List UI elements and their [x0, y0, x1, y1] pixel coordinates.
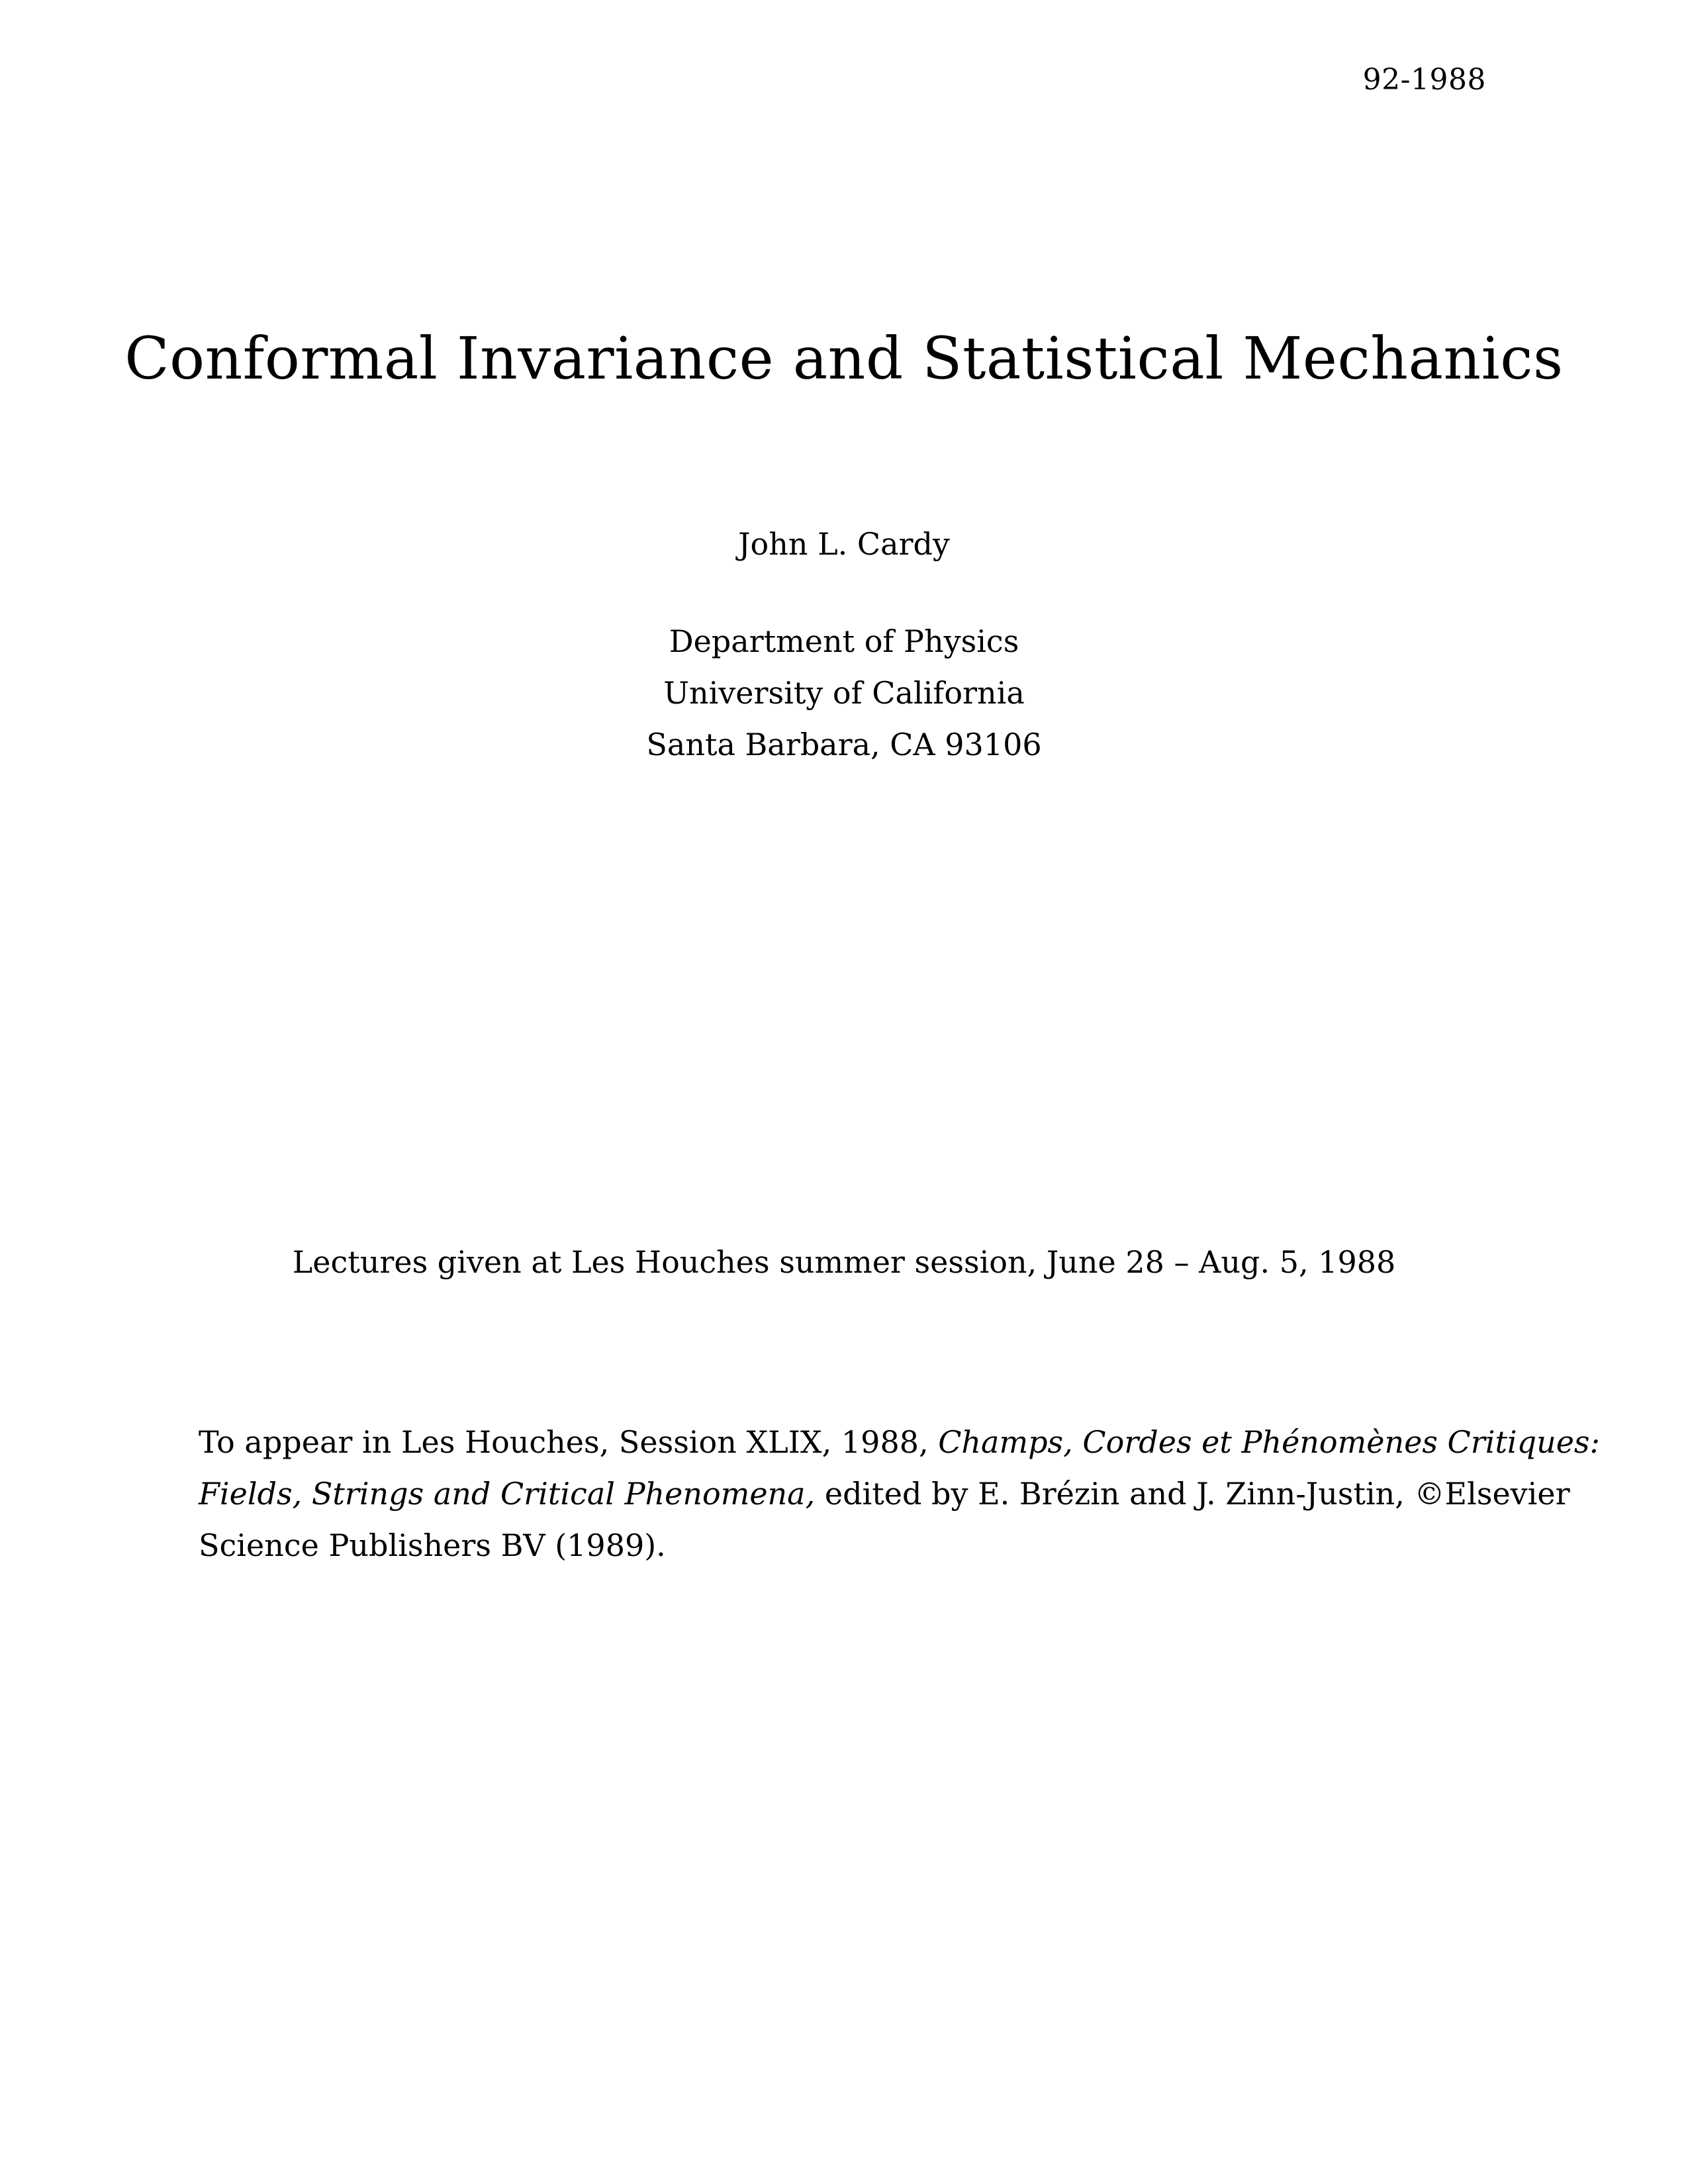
author-affiliation — [0, 615, 1688, 770]
paper-title: Conformal Invariance and Statistical Mechanics — [124, 324, 1564, 392]
publication-line-3: Science Publishers BV (1989). — [199, 1527, 666, 1563]
affiliation-department: Department of Physics — [669, 623, 1019, 659]
publication-note — [199, 1416, 1601, 1571]
report-number: 92-1988 — [1362, 63, 1486, 97]
lectures-note: Lectures given at Les Houches summer session, June 28 – Aug. 5, 1988 — [292, 1244, 1396, 1280]
affiliation-university: University of California — [663, 675, 1025, 711]
affiliation-address: Santa Barbara, CA 93106 — [646, 727, 1042, 762]
publication-english-title: Fields, Strings and Critical Phenomena, — [199, 1476, 816, 1512]
publication-line-2 — [199, 1468, 1570, 1520]
publication-line-1 — [199, 1416, 1601, 1468]
publication-editors: edited by E. Brézin and J. Zinn-Justin, ©Elsevier — [815, 1476, 1570, 1512]
author-name: John L. Cardy — [738, 526, 950, 562]
publication-line-1-prefix: To appear in Les Houches, Session XLIX, 1988, — [199, 1424, 939, 1460]
publication-french-title: Champs, Cordes et Phénomènes Critiques: — [938, 1424, 1601, 1460]
